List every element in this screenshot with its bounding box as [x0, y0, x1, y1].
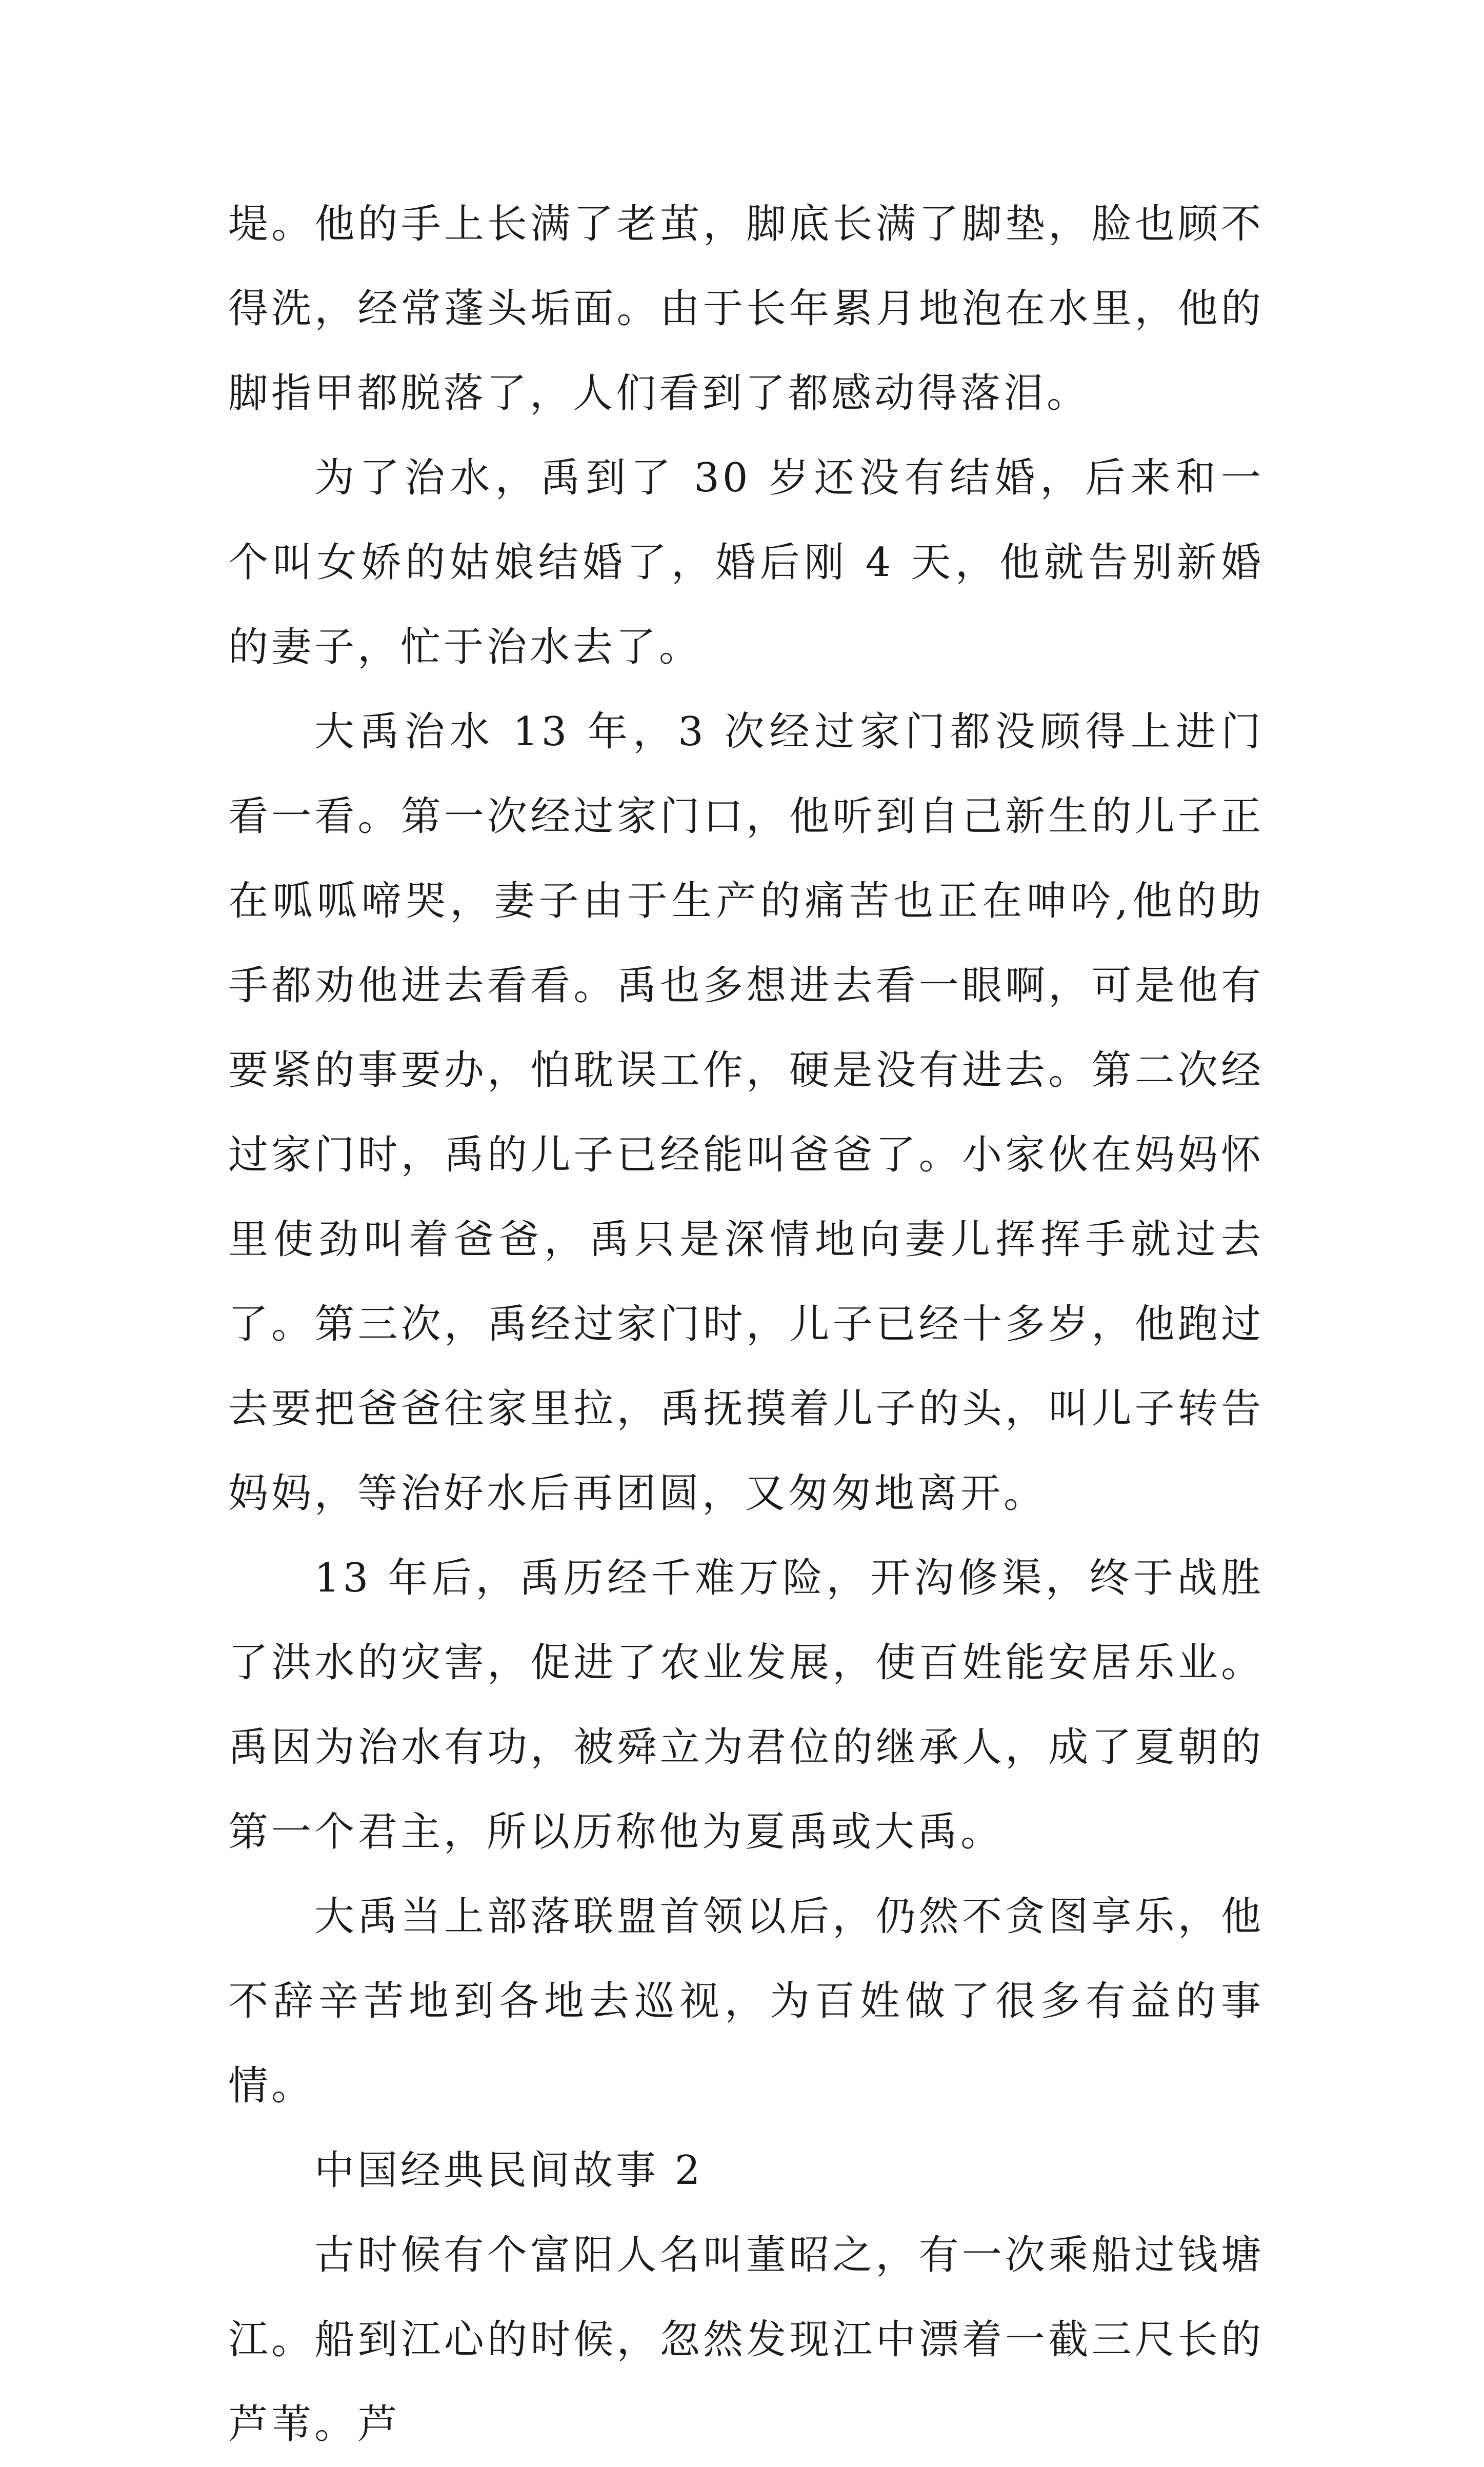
document-body: [228, 182, 1264, 2467]
paragraph-1: 堤。他的手上长满了老茧，脚底长满了脚垫，脸也顾不得洗，经常蓬头垢面。由于长年累月地泡在水里，他的脚指甲都脱落了，人们看到了都感动得落泪。: [228, 201, 1264, 416]
paragraph-3: 大禹治水 13 年，3 次经过家门都没顾得上进门看一看。第一次经过家门口，他听到自己新生的儿子正在呱呱啼哭，妻子由于生产的痛苦也正在呻吟,他的助手都劝他进去看看。禹也多想进去看一眼啊，可是他有要紧的事要办，怕耽误工作，硬是没有进去。第二次经过家门时，禹的儿子已经能叫爸爸了。小家伙在妈妈怀里使劲叫着爸爸，禹只是深情地向妻儿挥挥手就过去了。第三次，禹经过家门时，儿子已经十多岁，他跑过去要把爸爸往家里拉，禹抚摸着儿子的头，叫儿子转告妈妈，等治好水后再团圆，又匆匆地离开。: [228, 709, 1264, 1517]
section-heading: 中国经典民间故事 2: [314, 2147, 704, 2194]
paragraph-6: 古时候有个富阳人名叫董昭之，有一次乘船过钱塘江。船到江心的时候，忽然发现江中漂着一截三尺长的芦苇。芦: [228, 2232, 1264, 2448]
paragraph-4: 13 年后，禹历经千难万险，开沟修渠，终于战胜了洪水的灾害，促进了农业发展，使百姓能安居乐业。禹因为治水有功，被舜立为君位的继承人，成了夏朝的第一个君主，所以历称他为夏禹或大禹。: [228, 1555, 1264, 1855]
paragraph-2: 为了治水，禹到了 30 岁还没有结婚，后来和一个叫女娇的姑娘结婚了，婚后刚 4 天，他就告别新婚的妻子，忙于治水去了。: [228, 455, 1264, 670]
paragraph-5: 大禹当上部落联盟首领以后，仍然不贪图享乐，他不辞辛苦地到各地去巡视，为百姓做了很多有益的事情。: [228, 1894, 1264, 2109]
